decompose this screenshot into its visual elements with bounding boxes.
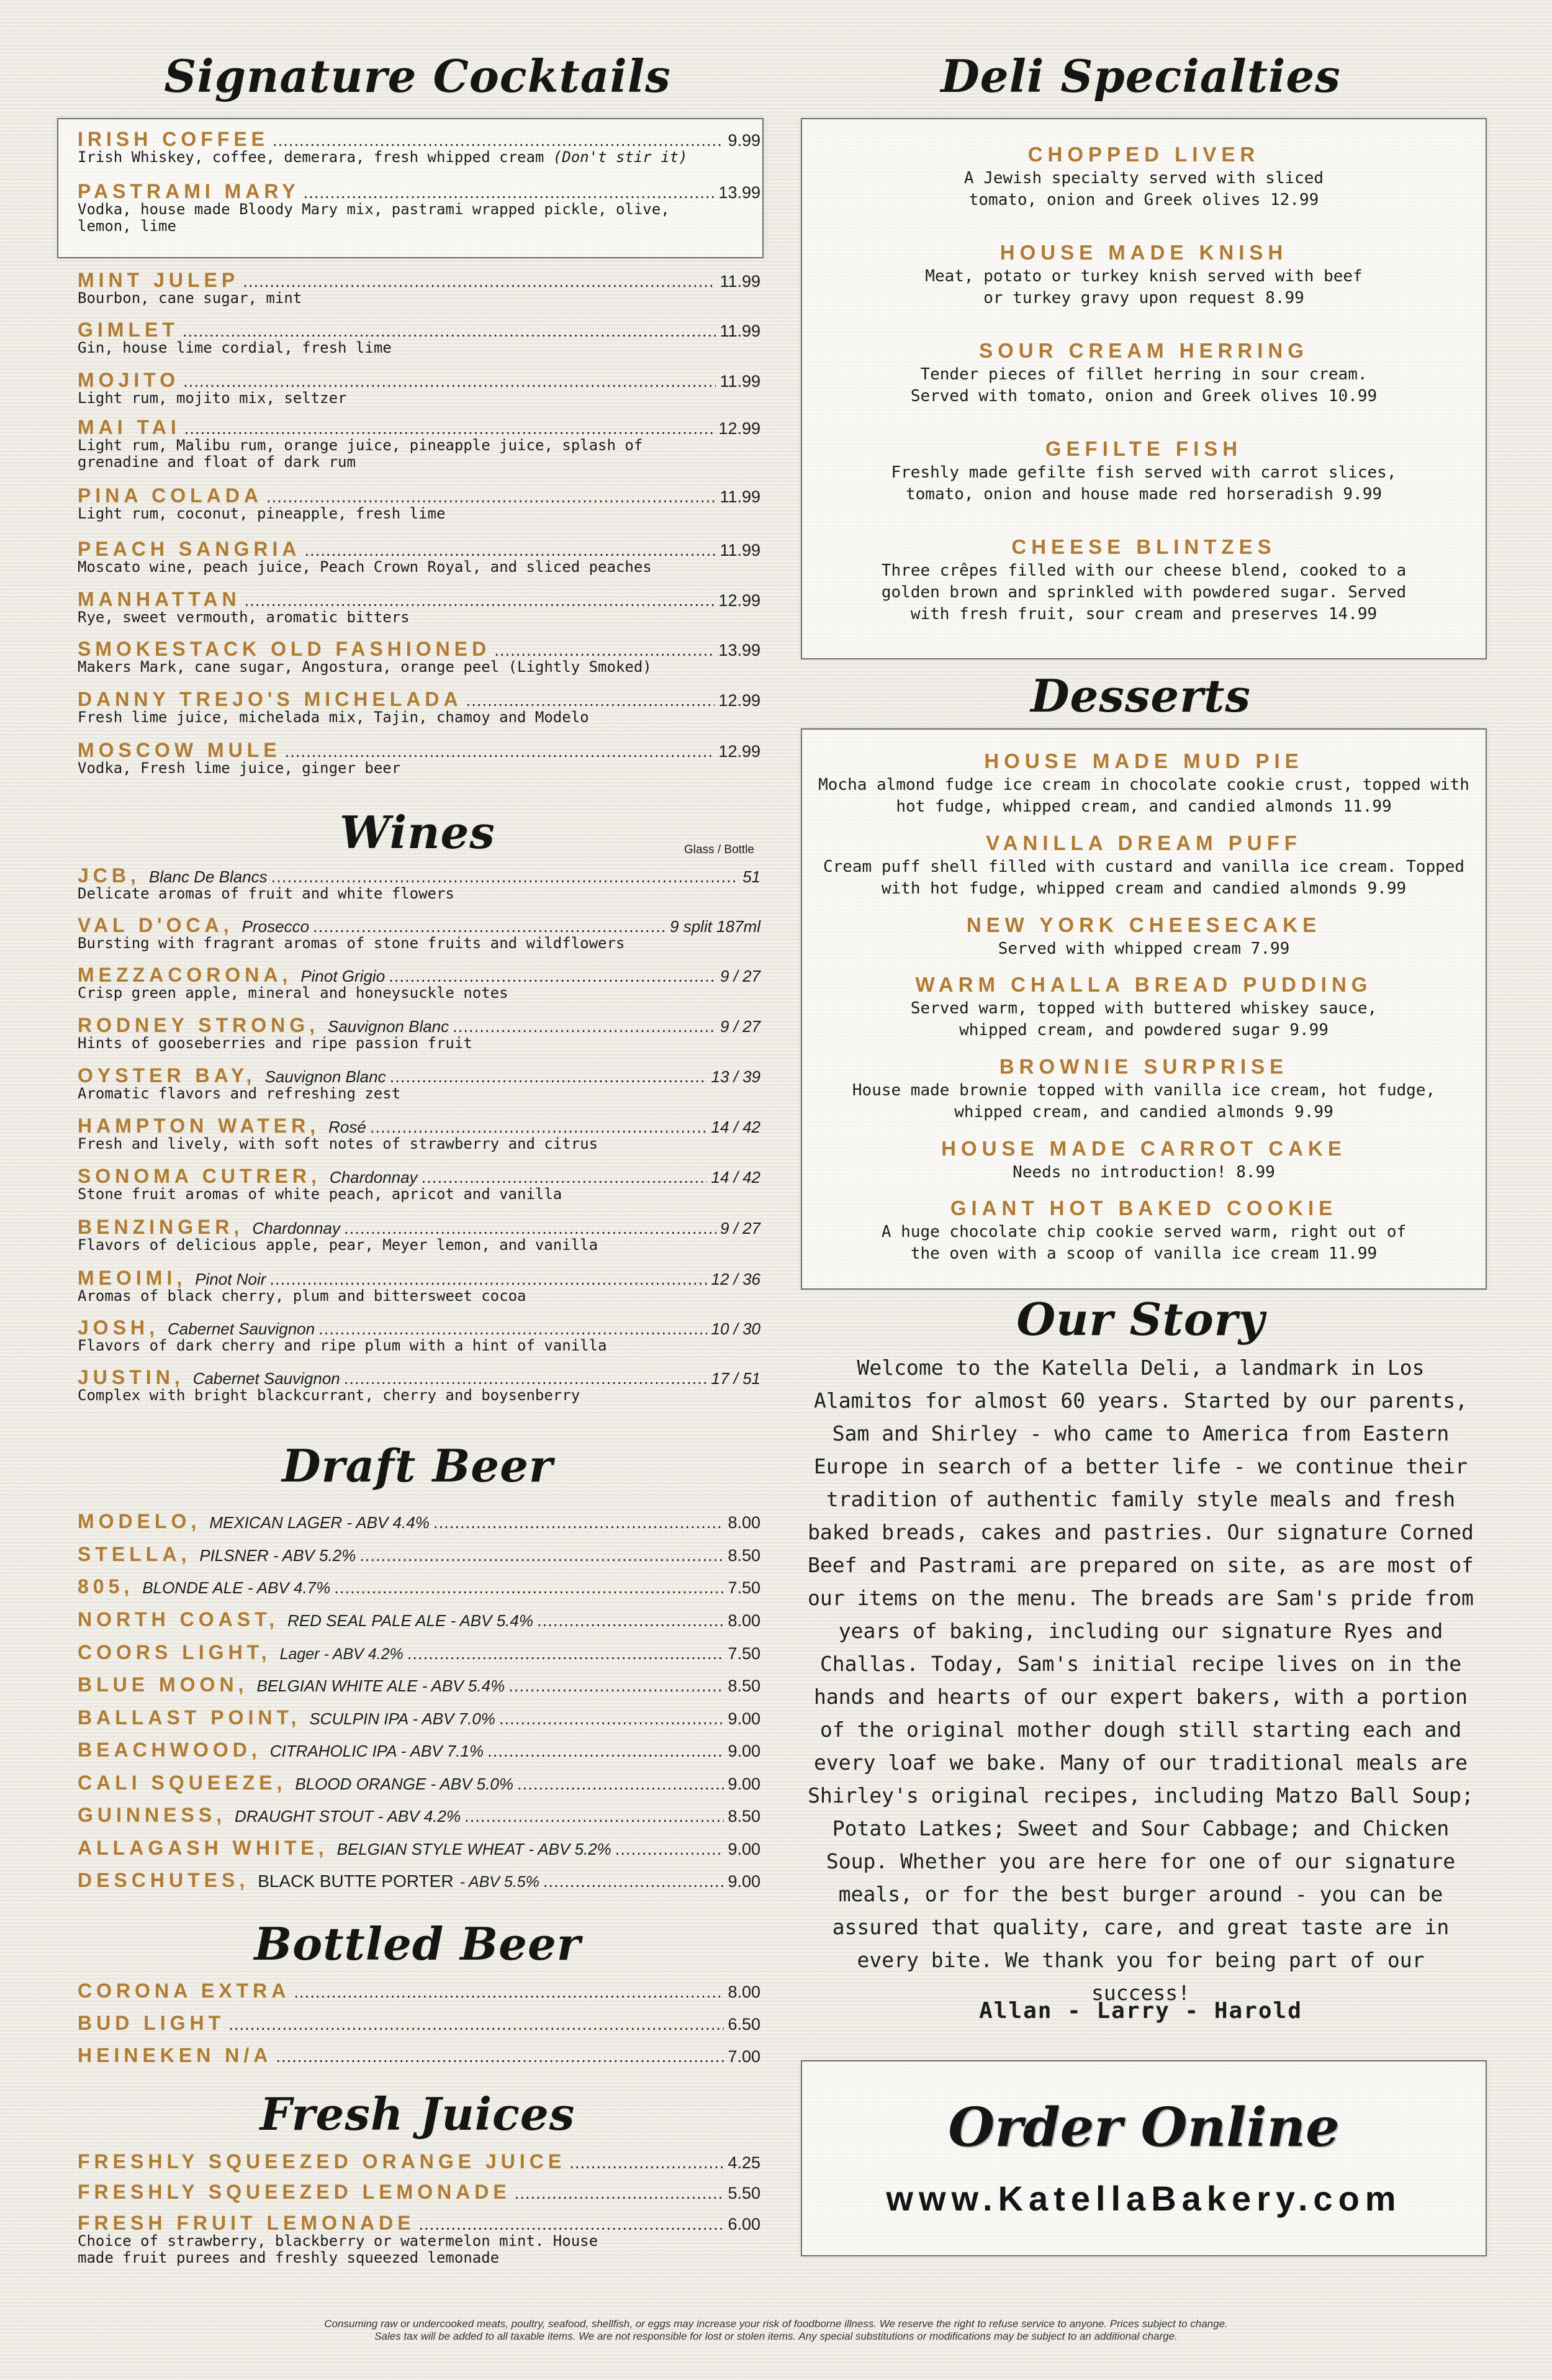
dessert-item: [802, 913, 1486, 960]
item-price: 9 / 27: [720, 1017, 760, 1036]
draft-beer-item: [78, 1575, 760, 1598]
item-varietal: Pinot Grigio: [300, 967, 386, 985]
item-desc: Vodka, Fresh lime juice, ginger beer: [78, 759, 401, 777]
item-price: 10 / 30: [711, 1319, 760, 1338]
item-name: CHEESE BLINTZES: [1011, 535, 1276, 558]
deli-item: [802, 535, 1486, 625]
item-varietal: Chardonnay: [252, 1219, 340, 1238]
item-name: OYSTER BAY,: [78, 1064, 256, 1087]
item-price: 12 / 36: [711, 1270, 760, 1288]
item-note: (Don't stir it): [553, 148, 688, 166]
item-type: CITRAHOLIC IPA - ABV 7.1%: [269, 1742, 484, 1760]
item-type: BLONDE ALE - ABV 4.7%: [142, 1578, 331, 1597]
item-price: 9.00: [728, 1742, 760, 1760]
dessert-item: [802, 749, 1486, 818]
item-type: MEXICAN LAGER - ABV 4.4%: [209, 1513, 430, 1532]
cocktail-item: [78, 369, 760, 407]
item-desc: Served warm, topped with buttered whiskey sauce, whipped cream, and powdered sugar 9.99: [910, 999, 1378, 1039]
item-name: PEACH SANGRIA: [78, 538, 301, 560]
story-text: Welcome to the Katella Deli, a landmark in Los Alamitos for almost 60 years. Started by our parents, Sam and Shirley - who came to America from Eastern Europe in search of a better life - we continue their tradition of authentic family style meals and fresh baked breads, cakes and pastries. Our signature Corned Beef and Pastrami are prepared on site, as are most of our items on the menu. The breads are Sam's pride from years of baking, including our signature Ryes and Challas. Today, Sam's initial recipe lives on in the hands and hearts of our expert bakers, with a portion of the original mother dough still starting each and every loaf we bake. Many of our traditional meals are Shirley's original recipes, including Matzo Ball Soup; Potato Latkes; Sweet and Sour Cabbage; and Chicken Soup. Whether you are here for one of our signature meals, or for the best burger around - you can be assured that quality, care, and great taste are in every bite. We thank you for being part of our success!: [808, 1355, 1474, 2005]
draft-beer-item: [78, 1739, 760, 1762]
wine-item: [78, 1064, 760, 1102]
item-type: PILSNER - ABV 5.2%: [199, 1546, 356, 1565]
item-price: 13 / 39: [711, 1067, 760, 1086]
item-name: HOUSE MADE MUD PIE: [984, 749, 1304, 772]
item-type: BELGIAN STYLE WHEAT - ABV 5.2%: [336, 1840, 611, 1858]
item-price: 13.99: [718, 183, 760, 202]
item-desc: Light rum, mojito mix, seltzer: [78, 389, 347, 407]
item-name: CORONA EXTRA: [78, 1980, 291, 2002]
item-name: NEW YORK CHEESECAKE: [966, 913, 1322, 936]
item-name: BROWNIE SURPRISE: [999, 1055, 1289, 1078]
wines-title: Wines: [340, 806, 495, 859]
item-name: RODNEY STRONG,: [78, 1014, 319, 1036]
juices-title: Fresh Juices: [259, 2088, 575, 2140]
item-price: 9 split 187ml: [670, 917, 760, 936]
cocktail-item: [78, 484, 760, 522]
item-price: 9.00: [728, 1775, 760, 1793]
item-desc: Aromas of black cherry, plum and bittersweet cocoa: [78, 1287, 526, 1305]
order-online-box: [801, 2060, 1487, 2256]
item-desc: Vodka, house made Bloody Mary mix, pastrami wrapped pickle, olive, lemon, lime: [78, 201, 670, 235]
item-name: WARM CHALLA BREAD PUDDING: [915, 973, 1373, 996]
cocktail-item: [78, 269, 760, 307]
item-desc: Delicate aromas of fruit and white flowers: [78, 885, 454, 902]
deli-item: [802, 437, 1486, 505]
item-type: RED SEAL PALE ALE - ABV 5.4%: [287, 1611, 533, 1630]
item-price: 13.99: [718, 641, 760, 659]
item-name: SMOKESTACK OLD FASHIONED: [78, 638, 491, 660]
cocktail-irish-coffee: [78, 128, 760, 166]
item-varietal: Cabernet Sauvignon: [192, 1369, 340, 1388]
item-price: 14 / 42: [711, 1168, 760, 1187]
item-desc: Fresh and lively, with soft notes of strawberry and citrus: [78, 1135, 598, 1152]
wine-item: [78, 1115, 760, 1152]
wine-item: [78, 1366, 760, 1404]
item-price: 8.50: [728, 1546, 760, 1565]
item-name: HOUSE MADE KNISH: [999, 241, 1288, 264]
cocktail-item: [78, 319, 760, 356]
wine-item: [78, 1316, 760, 1354]
item-varietal: Pinot Noir: [195, 1270, 266, 1288]
item-name: STELLA,: [78, 1543, 191, 1565]
wine-item: [78, 914, 760, 952]
item-name: SOUR CREAM HERRING: [979, 339, 1309, 362]
item-name: GIANT HOT BAKED COOKIE: [950, 1197, 1338, 1219]
item-varietal: Prosecco: [241, 917, 310, 936]
item-desc: Light rum, coconut, pineapple, fresh lime: [78, 505, 446, 522]
bottled-beer-title: Bottled Beer: [254, 1917, 581, 1970]
item-desc: Crisp green apple, mineral and honeysuckle notes: [78, 984, 508, 1002]
juice-item: [78, 2212, 760, 2266]
item-name: MODELO,: [78, 1510, 201, 1532]
item-name: DESCHUTES,: [78, 1869, 250, 1891]
item-desc: Moscato wine, peach juice, Peach Crown Royal, and sliced peaches: [78, 558, 652, 576]
item-desc: Needs no introduction! 8.99: [1013, 1163, 1275, 1182]
cocktails-title: Signature Cocktails: [164, 50, 671, 102]
item-type-suffix: - ABV 5.5%: [459, 1873, 539, 1891]
draft-beer-item: [78, 1543, 760, 1566]
item-price: 9 / 27: [720, 967, 760, 985]
item-name: BALLAST POINT,: [78, 1706, 301, 1729]
dessert-item: [802, 1197, 1486, 1265]
wine-item: [78, 964, 760, 1002]
deli-item: [802, 339, 1486, 407]
deli-item: [802, 143, 1486, 211]
item-name: JUSTIN,: [78, 1366, 184, 1388]
item-varietal: Sauvignon Blanc: [328, 1017, 449, 1036]
item-name: BEACHWOOD,: [78, 1739, 261, 1761]
desserts-title: Desserts: [1031, 669, 1251, 722]
item-type: SCULPIN IPA - ABV 7.0%: [309, 1709, 495, 1728]
item-desc: A Jewish specialty served with sliced tomato, onion and Greek olives 12.99: [963, 169, 1324, 209]
draft-beer-item: [78, 1673, 760, 1696]
item-varietal: Sauvignon Blanc: [264, 1067, 386, 1086]
item-desc: Rye, sweet vermouth, aromatic bitters: [78, 609, 410, 626]
cocktail-item: [78, 416, 760, 471]
item-price: 9.00: [728, 1840, 760, 1858]
item-desc: Bourbon, cane sugar, mint: [78, 289, 302, 307]
item-type: Lager - ABV 4.2%: [279, 1645, 404, 1663]
item-varietal: Chardonnay: [329, 1168, 418, 1187]
item-name: FRESHLY SQUEEZED ORANGE JUICE: [78, 2150, 566, 2173]
dessert-item: [802, 973, 1486, 1041]
item-desc: Bursting with fragrant aromas of stone fruits and wildflowers: [78, 934, 625, 952]
item-varietal: Blanc De Blancs: [148, 867, 268, 886]
item-varietal: Rosé: [328, 1118, 366, 1136]
item-type: BELGIAN WHITE ALE - ABV 5.4%: [256, 1676, 505, 1695]
item-name: MOJITO: [78, 369, 180, 391]
item-name: GIMLET: [78, 319, 179, 341]
juice-item: [78, 2181, 760, 2204]
item-desc: Three crêpes filled with our cheese blend, cooked to a golden brown and sprinkled with powdered sugar. Served with fresh fruit, sour cream and preserves 14.99: [881, 561, 1407, 623]
item-price: 17 / 51: [711, 1369, 760, 1388]
item-name: JCB,: [78, 864, 140, 887]
wine-item: [78, 1165, 760, 1203]
left-column: [74, 0, 760, 2297]
draft-beer-item: [78, 1706, 760, 1729]
item-desc: Choice of strawberry, blackberry or watermelon mint. House made fruit purees and freshly squeezed lemonade: [78, 2232, 598, 2266]
draft-beer-item: [78, 1837, 760, 1860]
item-price: 8.00: [728, 1611, 760, 1630]
item-price: 7.50: [728, 1644, 760, 1663]
item-name: JOSH,: [78, 1316, 160, 1339]
story-signoff: Allan - Larry - Harold: [979, 1998, 1302, 2024]
item-desc: Tender pieces of fillet herring in sour cream. Served with tomato, onion and Greek olives 10.99: [910, 365, 1378, 405]
item-desc: Mocha almond fudge ice cream in chocolate cookie crust, topped with hot fudge, whipped cream, and candied almonds 11.99: [818, 776, 1469, 816]
item-price: 8.00: [728, 1513, 760, 1532]
footer-line-2: Sales tax will be added to all taxable items. We are not responsible for lost or stolen items. Any special substitutions or modifications may be subject to an additional charge.: [374, 2330, 1178, 2342]
cocktail-item: [78, 538, 760, 576]
cocktail-item: [78, 588, 760, 626]
item-name: BUD LIGHT: [78, 2012, 225, 2034]
item-type: BLOOD ORANGE - ABV 5.0%: [295, 1775, 513, 1793]
item-price: 7.50: [728, 1578, 760, 1597]
wine-item: [78, 864, 760, 902]
item-name: MAI TAI: [78, 416, 181, 438]
cocktail-item: [78, 638, 760, 676]
item-name: MEOIMI,: [78, 1267, 187, 1289]
item-name: CALI SQUEEZE,: [78, 1771, 287, 1794]
item-name: CHOPPED LIVER: [1027, 143, 1260, 166]
dessert-item: [802, 1055, 1486, 1123]
item-price: 8.00: [728, 1983, 760, 2001]
item-name: MINT JULEP: [78, 269, 240, 291]
item-name: HEINEKEN N/A: [78, 2044, 273, 2066]
item-desc: Flavors of delicious apple, pear, Meyer lemon, and vanilla: [78, 1236, 598, 1254]
item-price: 11.99: [720, 487, 760, 506]
item-price: 9.99: [728, 131, 760, 150]
story-title: Our Story: [1016, 1293, 1265, 1346]
item-price: 12.99: [718, 591, 760, 610]
item-name: VANILLA DREAM PUFF: [986, 831, 1302, 854]
bottled-beer-item: [78, 2044, 760, 2067]
item-price: 12.99: [718, 419, 760, 438]
draft-beer-item: [78, 1510, 760, 1533]
order-online-title: Order Online: [948, 2096, 1340, 2159]
item-name: MANHATTAN: [78, 588, 241, 610]
item-price: 9.00: [728, 1872, 760, 1891]
item-price: 7.00: [728, 2047, 760, 2066]
deli-item: [802, 241, 1486, 309]
item-name: ALLAGASH WHITE,: [78, 1837, 328, 1859]
item-price: 6.50: [728, 2015, 760, 2034]
item-price: 8.50: [728, 1676, 760, 1695]
item-price: 8.50: [728, 1807, 760, 1826]
item-desc: Meat, potato or turkey knish served with beef or turkey gravy upon request 8.99: [925, 267, 1363, 307]
right-column: [795, 0, 1487, 2297]
item-type: DRAUGHT STOUT - ABV 4.2%: [235, 1807, 461, 1826]
item-name: MEZZACORONA,: [78, 964, 292, 986]
juice-item: [78, 2150, 760, 2173]
item-name: HAMPTON WATER,: [78, 1115, 320, 1137]
item-name: FRESH FRUIT LEMONADE: [78, 2212, 415, 2234]
item-name: GEFILTE FISH: [1045, 437, 1243, 460]
deli-title: Deli Specialties: [941, 50, 1341, 102]
item-desc: Irish Whiskey, coffee, demerara, fresh whipped cream: [78, 148, 544, 166]
item-name: NORTH COAST,: [78, 1608, 279, 1631]
item-desc: Flavors of dark cherry and ripe plum with a hint of vanilla: [78, 1337, 607, 1354]
item-desc: Served with whipped cream 7.99: [998, 939, 1290, 958]
item-desc: Complex with bright blackcurrant, cherry and boysenberry: [78, 1387, 580, 1404]
deli-box: [801, 118, 1487, 659]
desserts-box: [801, 728, 1487, 1290]
item-desc: House made brownie topped with vanilla ice cream, hot fudge, whipped cream, and candied almonds 9.99: [852, 1081, 1436, 1121]
item-name: FRESHLY SQUEEZED LEMONADE: [78, 2181, 511, 2203]
item-name: SONOMA CUTRER,: [78, 1165, 321, 1187]
item-price: 11.99: [720, 541, 760, 559]
item-name: PINA COLADA: [78, 484, 263, 507]
bottled-beer-item: [78, 1980, 760, 2002]
draft-beer-item: [78, 1771, 760, 1794]
draft-beer-item: [78, 1804, 760, 1827]
dessert-item: [802, 1137, 1486, 1183]
item-name: GUINNESS,: [78, 1804, 227, 1826]
item-name: VAL D'OCA,: [78, 914, 233, 936]
bottled-beer-item: [78, 2012, 760, 2035]
order-online-url[interactable]: www.KatellaBakery.com: [886, 2179, 1402, 2218]
item-desc: Aromatic flavors and refreshing zest: [78, 1085, 401, 1102]
wine-item: [78, 1216, 760, 1254]
item-price: 51: [742, 867, 760, 886]
item-desc: A huge chocolate chip cookie served warm, right out of the oven with a scoop of vanilla ice cream 11.99: [881, 1223, 1407, 1263]
item-name: COORS LIGHT,: [78, 1641, 271, 1663]
item-varietal: Cabernet Sauvignon: [168, 1319, 315, 1338]
item-name: BENZINGER,: [78, 1216, 244, 1238]
item-desc: Cream puff shell filled with custard and vanilla ice cream. Topped with hot fudge, whipped cream and candied almonds 9.99: [823, 857, 1465, 898]
wine-item: [78, 1014, 760, 1052]
item-price: 9 / 27: [720, 1219, 760, 1238]
item-price: 11.99: [720, 372, 760, 391]
draft-beer-title: Draft Beer: [282, 1439, 553, 1492]
item-name: DANNY TREJO'S MICHELADA: [78, 688, 462, 710]
item-price: 12.99: [718, 691, 760, 710]
cocktail-item: [78, 739, 760, 777]
draft-beer-item: [78, 1608, 760, 1631]
item-desc: Gin, house lime cordial, fresh lime: [78, 339, 392, 356]
item-desc: Fresh lime juice, michelada mix, Tajin, chamoy and Modelo: [78, 708, 589, 726]
item-price: 9.00: [728, 1709, 760, 1728]
draft-beer-item: [78, 1869, 760, 1892]
cocktail-pastrami-mary: [78, 180, 760, 235]
item-name: BLUE MOON,: [78, 1673, 248, 1696]
item-desc: Freshly made gefilte fish served with carrot slices, tomato, onion and house made red horseradish 9.99: [891, 463, 1397, 504]
draft-beer-item: [78, 1641, 760, 1664]
item-type: BLACK BUTTE PORTER: [258, 1871, 454, 1891]
footer-disclaimer: [186, 2318, 1366, 2343]
item-name: MOSCOW MULE: [78, 739, 281, 761]
wine-item: [78, 1267, 760, 1305]
item-desc: Makers Mark, cane sugar, Angostura, orange peel (Lightly Smoked): [78, 658, 652, 676]
item-desc: Stone fruit aromas of white peach, apricot and vanilla: [78, 1185, 562, 1203]
dessert-item: [802, 831, 1486, 900]
item-desc: Light rum, Malibu rum, orange juice, pineapple juice, splash of grenadine and float of dark rum: [78, 437, 643, 471]
item-name: PASTRAMI MARY: [78, 180, 300, 202]
item-price: 12.99: [718, 742, 760, 761]
glass-bottle-label: Glass / Bottle: [684, 843, 754, 856]
cocktail-item: [78, 688, 760, 726]
item-price: 11.99: [720, 322, 760, 340]
item-price: 6.00: [728, 2215, 760, 2233]
item-price: 11.99: [720, 272, 760, 291]
item-price: 14 / 42: [711, 1118, 760, 1136]
item-name: IRISH COFFEE: [78, 128, 269, 150]
footer-line-1: Consuming raw or undercooked meats, poultry, seafood, shellfish, or eggs may increase your risk of foodborne illness. We reserve the right to refuse service to anyone. Prices subject to change.: [324, 2318, 1228, 2330]
item-price: 5.50: [728, 2184, 760, 2202]
item-name: 805,: [78, 1575, 134, 1598]
item-desc: Hints of gooseberries and ripe passion fruit: [78, 1034, 472, 1052]
item-name: HOUSE MADE CARROT CAKE: [941, 1137, 1347, 1160]
item-price: 4.25: [728, 2153, 760, 2172]
